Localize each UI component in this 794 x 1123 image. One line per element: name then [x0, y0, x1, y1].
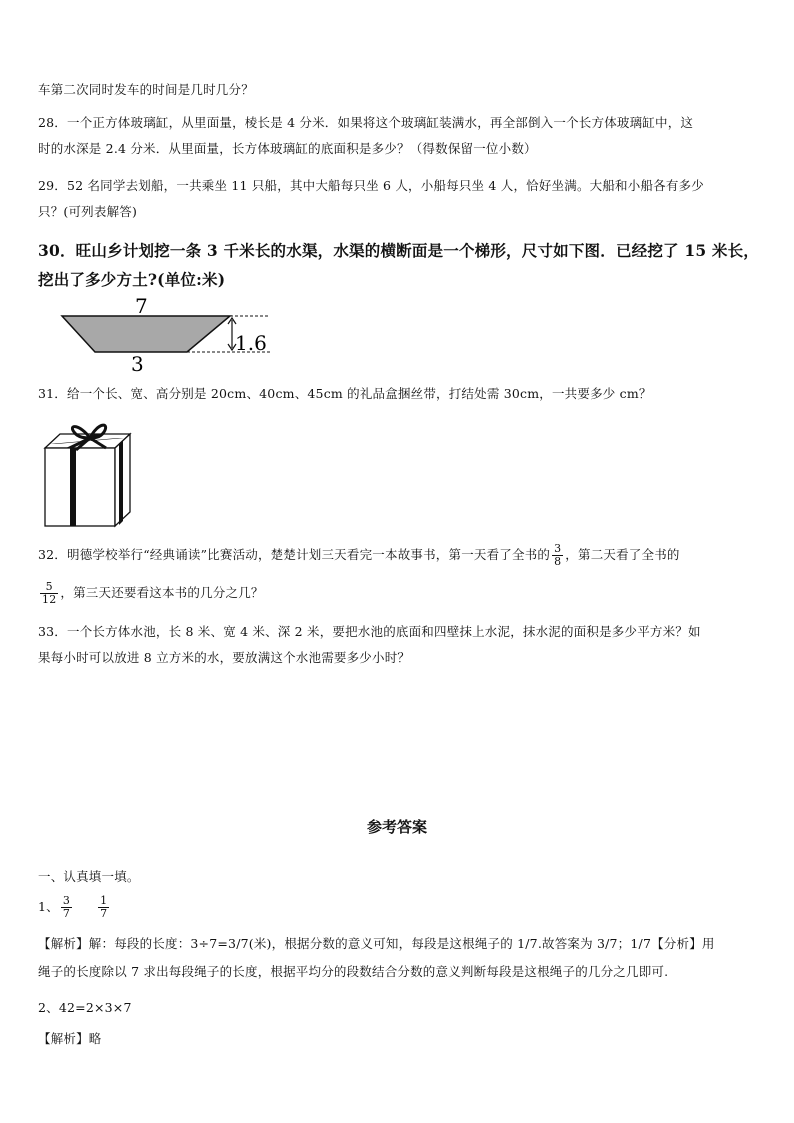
q29-line2: 只？(可列表解答) [38, 204, 138, 219]
q32-part3: ，第三天还要看这本书的几分之几？ [60, 585, 264, 600]
q33-line1: 33．一个长方体水池，长 8 米、宽 4 米、深 2 米，要把水池的底面和四壁抹上水泥，抹水泥的面积是多少平方米？如 [38, 624, 701, 639]
q28-line2: 时的水深是 2.4 分米．从里面量，长方体玻璃缸的底面积是多少？（得数保留一位小数） [38, 141, 537, 156]
trapezoid-figure [55, 296, 275, 376]
q33-line2: 果每小时可以放进 8 立方米的水，要放满这个水池需要多少小时？ [38, 650, 411, 665]
answer-2: 2、42=2×3×7 [38, 1000, 132, 1015]
question-32-cont [38, 578, 760, 608]
label-bottom: 3 [131, 352, 144, 376]
answers-section-1: 一、认真填一填。 [38, 869, 140, 884]
fraction-3-7: $\frac{3}{7}$ [62, 894, 71, 920]
question-31: 31．给一个长、宽、高分别是 20cm、40cm、45cm 的礼品盒捆丝带，打结处需 30cm，一共要多少 cm？ [38, 386, 652, 401]
question-29 [38, 173, 760, 225]
label-top: 7 [135, 296, 148, 318]
q30-line2: 挖出了多少方土?(单位:米) [38, 270, 226, 289]
trapezoid-shape [62, 316, 230, 352]
label-height: 1.6 [235, 331, 267, 355]
q32-part2: ，第二天看了全书的 [565, 547, 680, 562]
answer-2-analysis: 【解析】略 [38, 1031, 102, 1046]
question-28 [38, 110, 760, 162]
q28-line1: 28．一个正方体玻璃缸，从里面量，棱长是 4 分米．如果将这个玻璃缸装满水，再全部倒入一个长方体玻璃缸中，这 [38, 115, 694, 130]
answer-1-analysis: 【解析】解：每段的长度：3÷7=3/7(米)，根据分数的意义可知，每段是这根绳子的 1/7.故答案为 3/7；1/7【分析】用 绳子的长度除以 7 求出每段绳子的长度，根据平均分的段数结合分数的意义判断每段是这根绳子的几分之几即可. [38, 936, 715, 979]
fraction-3-8: $\frac{3}{8}$ [554, 542, 562, 568]
question-30 [38, 236, 760, 294]
question-33 [38, 619, 760, 671]
a1-label: 1、 [38, 899, 59, 914]
q32-part1: 32．明德学校举行“经典诵读”比赛活动，楚楚计划三天看完一本故事书，第一天看了全书的 [38, 547, 551, 562]
answer-1 [38, 890, 760, 924]
gift-box-figure [40, 410, 135, 530]
q27-tail: 车第二次同时发车的时间是几时几分？ [38, 82, 254, 97]
fraction-1-7: $\frac{1}{7}$ [100, 894, 108, 920]
fraction-5-12: $\frac{5}{12}$ [42, 580, 57, 606]
q30-line1: 30．旺山乡计划挖一条 3 千米长的水渠，水渠的横断面是一个梯形，尺寸如下图．已经挖了 15 米长， [38, 241, 760, 260]
q29-line1: 29．52 名同学去划船，一共乘坐 11 只船，其中大船每只坐 6 人，小船每只坐 4 人，恰好坐满。大船和小船各有多少 [38, 178, 704, 193]
answers-title: 参考答案 [366, 818, 427, 836]
question-32 [38, 540, 760, 570]
